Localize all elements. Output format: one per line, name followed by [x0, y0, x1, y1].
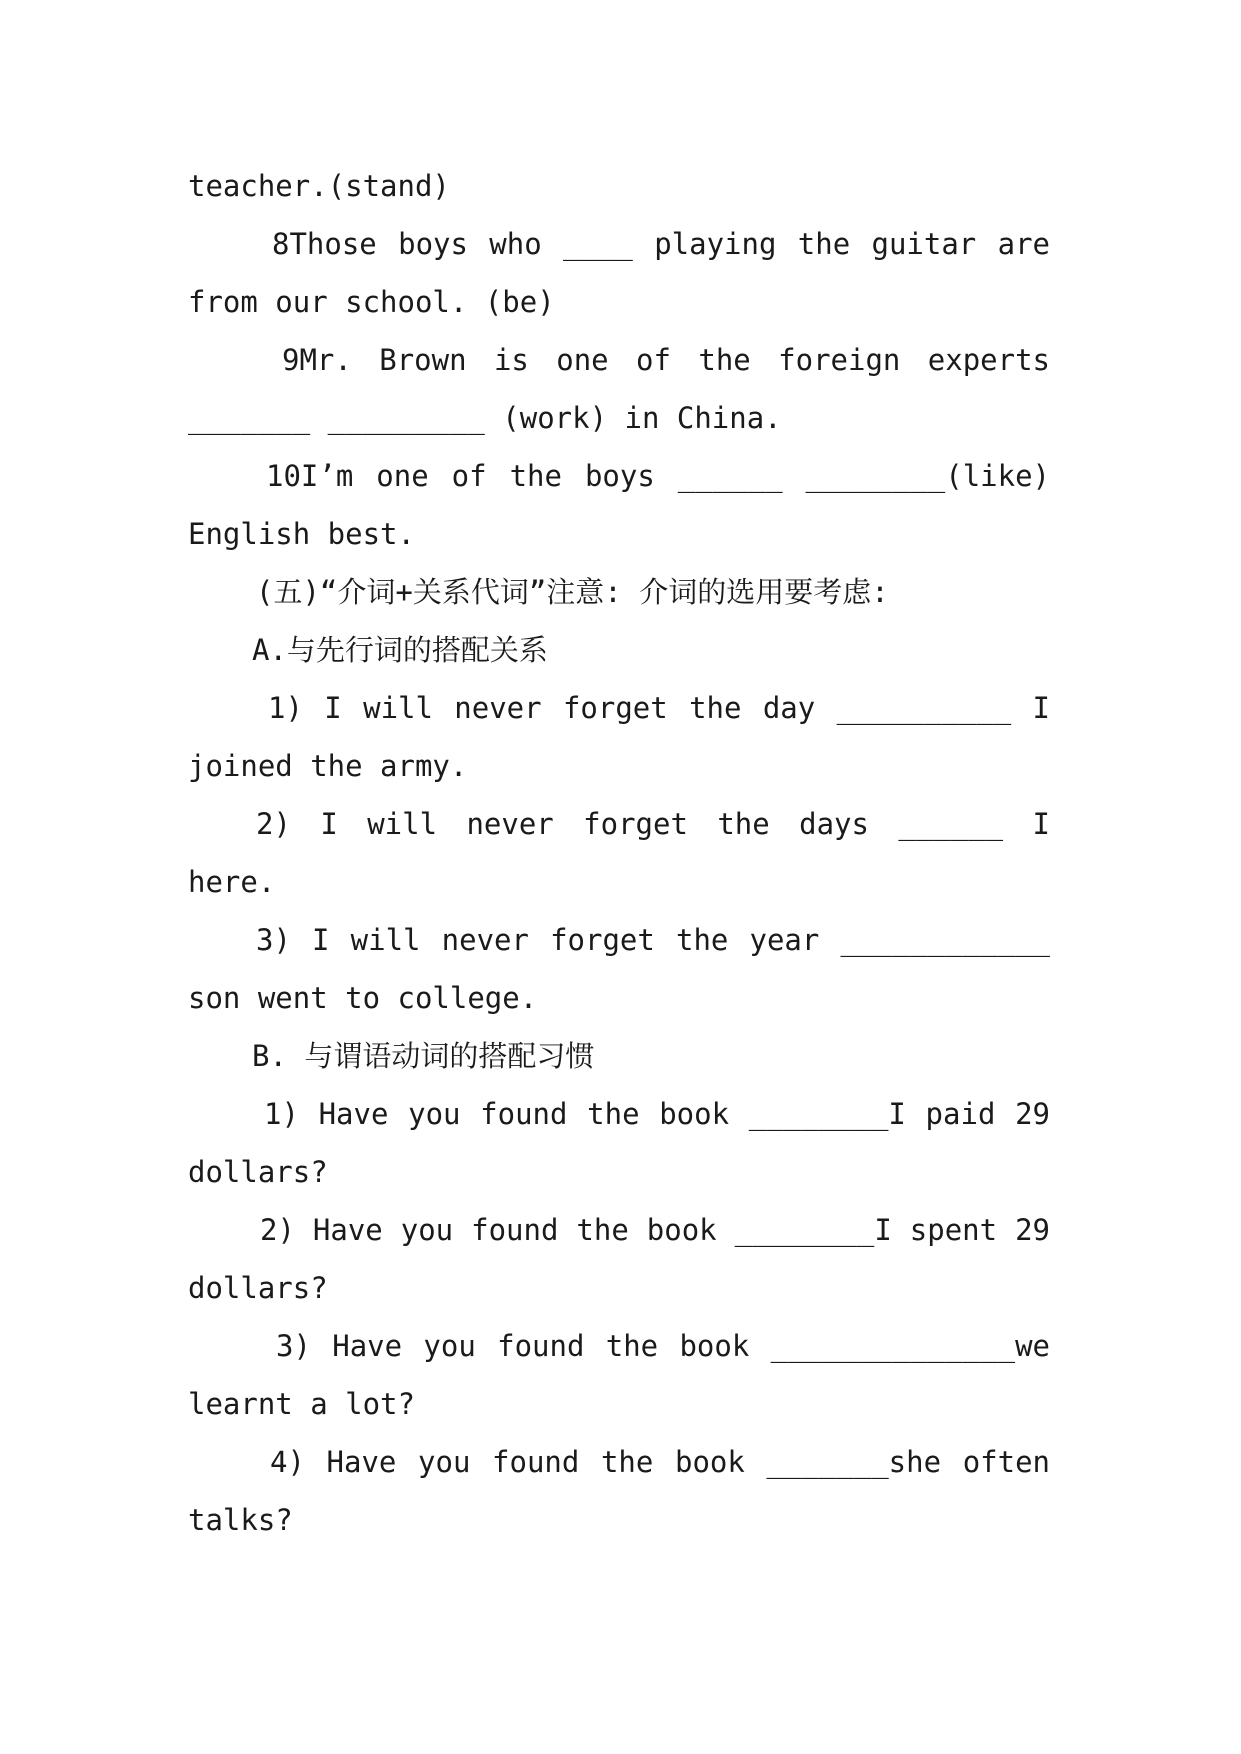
- text-line: joined the army.: [188, 749, 468, 783]
- item-b1: 1) Have you found the book ________I paid 29: [264, 1097, 1050, 1131]
- question-10: 10I’m one of the boys ______ ________(like): [266, 459, 1050, 493]
- text-line: _______ _________ (work) in China.: [188, 401, 782, 435]
- subheading-b: B. 与谓语动词的搭配习惯: [252, 1039, 595, 1073]
- item-b2: 2) Have you found the book ________I spent 29: [260, 1213, 1050, 1247]
- text-line: English best.: [188, 517, 415, 551]
- subheading-a: A.与先行词的搭配关系: [252, 633, 548, 667]
- text-line: here.: [188, 865, 276, 899]
- item-b4: 4) Have you found the book _______she often: [270, 1445, 1050, 1479]
- text-line: talks?: [188, 1503, 293, 1537]
- item-b3: 3) Have you found the book ______________we: [276, 1329, 1050, 1363]
- item-a1: 1) I will never forget the day __________ I: [268, 691, 1050, 725]
- item-a2: 2) I will never forget the days ______ I: [256, 807, 1050, 841]
- text-line: teacher.(stand): [188, 169, 450, 203]
- text-line: dollars?: [188, 1271, 328, 1305]
- text-line: from our school. (be): [188, 285, 555, 319]
- question-9: 9Mr. Brown is one of the foreign experts: [282, 343, 1050, 377]
- text-line: son went to college.: [188, 981, 538, 1015]
- text-line: dollars?: [188, 1155, 328, 1189]
- question-8: 8Those boys who ____ playing the guitar are: [272, 227, 1050, 261]
- section-heading: (五)“介词+关系代词”注意: 介词的选用要考虑:: [256, 575, 889, 609]
- text-line: learnt a lot?: [188, 1387, 415, 1421]
- item-a3: 3) I will never forget the year ____________: [256, 923, 1050, 957]
